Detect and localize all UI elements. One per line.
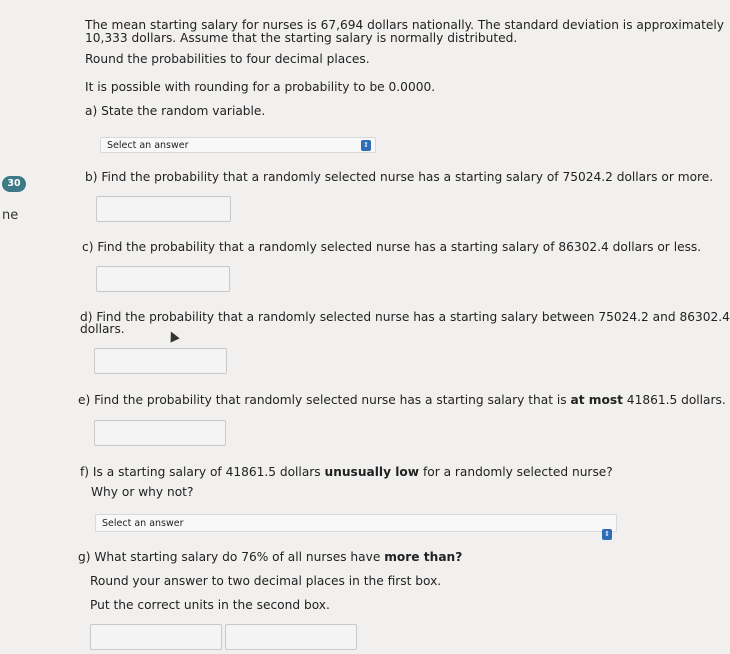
intro-line-1: The mean starting salary for nurses is 67,694 dollars nationally. The standard deviation is approximately [85, 18, 724, 32]
question-g-text-start: g) What starting salary do 76% of all nurses have [78, 550, 385, 564]
question-f-emphasis: unusually low [324, 465, 420, 479]
question-d-line-1: d) Find the probability that a randomly selected nurse has a starting salary between 75024.2 and 86302.4 [80, 310, 730, 324]
unusual-reason-select-text: Select an answer [102, 518, 184, 529]
question-g-label [78, 550, 462, 565]
question-f-label [80, 465, 613, 480]
unusual-reason-select[interactable] [95, 514, 617, 538]
question-b-label: b) Find the probability that a randomly selected nurse has a starting salary of 75024.2 dollars or more. [85, 170, 714, 184]
answer-g-value-input[interactable] [90, 624, 222, 650]
sidebar-cutoff-label: ne [2, 208, 19, 223]
question-e-emphasis: at most [570, 393, 623, 407]
question-a-label: a) State the random variable. [85, 104, 266, 118]
question-g-emphasis: more than? [384, 550, 463, 564]
answer-b-input[interactable] [96, 196, 231, 222]
answer-e-input[interactable] [94, 420, 226, 446]
random-variable-select[interactable] [100, 137, 376, 153]
question-c-label: c) Find the probability that a randomly selected nurse has a starting salary of 86302.4 dollars or less. [82, 240, 702, 254]
question-g-units-instruction: Put the correct units in the second box. [90, 598, 330, 612]
up-down-chevron-icon: ⇕ [602, 529, 612, 540]
question-f-text-start: f) Is a starting salary of 41861.5 dollars [80, 465, 325, 479]
question-e-text-end: 41861.5 dollars. [622, 393, 726, 407]
mouse-pointer-icon [166, 329, 179, 342]
answer-g-units-input[interactable] [225, 624, 357, 650]
question-f-text-end: for a randomly selected nurse? [419, 465, 613, 479]
question-e-label [78, 393, 726, 408]
question-number-badge[interactable]: 30 [2, 176, 26, 192]
intro-line-2: 10,333 dollars. Assume that the starting salary is normally distributed. [85, 31, 518, 45]
round-instruction: Round the probabilities to four decimal places. [85, 52, 370, 66]
random-variable-select-text: Select an answer [107, 140, 189, 151]
question-e-text-start: e) Find the probability that randomly selected nurse has a starting salary that is [78, 393, 571, 407]
up-down-chevron-icon: ⇕ [361, 140, 371, 151]
question-d-line-2: dollars. [80, 322, 125, 336]
rounding-note: It is possible with rounding for a probability to be 0.0000. [85, 80, 436, 94]
question-f-why: Why or why not? [91, 485, 194, 499]
question-g-round-instruction: Round your answer to two decimal places in the first box. [90, 574, 442, 588]
answer-d-input[interactable] [94, 348, 227, 374]
answer-c-input[interactable] [96, 266, 230, 292]
